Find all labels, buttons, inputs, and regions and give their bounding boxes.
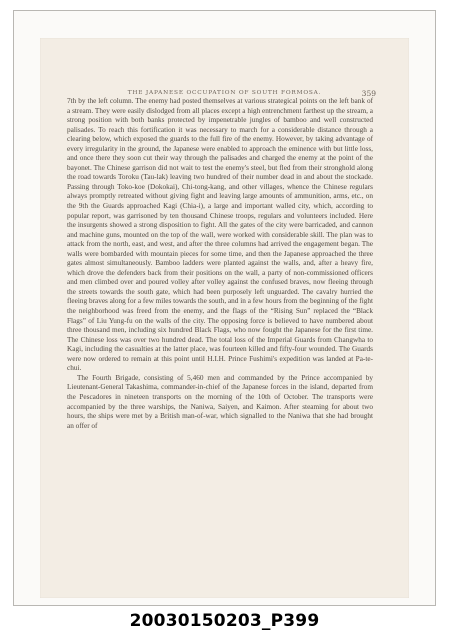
page-number: 359 [361, 89, 376, 98]
image-id-caption: 20030150203_P399 [129, 611, 320, 631]
book-page [40, 38, 409, 598]
paragraph-2: The Fourth Brigade, consisting of 5,460 men and commanded by the Prince accompanied by Lieutenant-General Takashima, commander-in-chief of the Japanese forces in the island, departed from the Pescadores in nineteen transports on the morning of the 10th of October. The transports were accompanied by the three warships, the Naniwa, Saiyen, and Kaimon. After steaming for about two hours, the ships were met by a British man-of-war, which signalled to the Naniwa that she had brought an offer of [67, 373, 373, 430]
running-head: THE JAPANESE OCCUPATION OF SOUTH FORMOSA. [127, 90, 322, 96]
paragraph-1: 7th by the left column. The enemy had posted themselves at various strategical points on the left bank of a stream. They were easily dislodged from all places except a high entrenchment farthest up the stream, a strong position with both banks protected by impenetrable jungles of bamboo and well constructed palisades. To reach this fortification it was necessary to march for a considerable distance through a clearing below, which exposed the guards to the full fire of the enemy. However, by taking advantage of every irregularity in the ground, the Japanese were enabled to approach the eminence with but little loss, and once there they soon cut their way through the palisades and charged the enemy at the point of the bayonet. The Chinese garrison did not wait to test the enemy's steel, but fled from their stronghold along the road towards Toroku (Tau-lak) leaving two hundred of their number dead in and about the stockade. Passing through Toko-koe (Dokokai), Chi-tong-kang, and other villages, whence the Chinese regulars always promptly retreated without giving fight and leaving large amounts of ammunition, arms, etc., on the 9th the Guards approached Kagi (Chia-i), a large and important walled city, which, according to popular report, was garrisoned by ten thousand Chinese troops, regulars and volunteers included. Here the insurgents showed a strong disposition to fight. All the gates of the city were barricaded, and cannon and machine guns, mounted on the top of the wall, were worked with considerable skill. The plan was to attack from the north, east, and west, and after the three columns had arrived the engagement began. The walls were bombarded with mountain pieces for some time, and then the Japanese approached the three gates almost simultaneously. Bamboo ladders were planted against the walls, and, after a heavy fire, which drove the defenders back from their positions on the wall, a party of non-commissioned officers and men climbed over and poured volley after volley against the confused braves, now fleeing through the streets towards the south gate, which had been purposely left unguarded. The cavalry hurried the fleeing braves along for a few miles towards the south, and in a few hours from the beginning of the fight the neighborhood was freed from the enemy, and the flags of the “Rising Sun” replaced the “Black Flags” of Liu Yung-fu on the walls of the city. The opposing force is believed to have numbered about three thousand men, including six hundred Black Flags, who now fought the Japanese for the first time. The Chinese loss was over two hundred dead. The total loss of the Imperial Guards from Changwha to Kagi, including the casualties at the latter place, was fourteen killed and fifty-four wounded. The Guards were now ordered to remain at this point until H.I.H. Prince Fushimi's expedition was landed at Pa-te-chui. [67, 97, 373, 373]
body-text [67, 97, 373, 431]
